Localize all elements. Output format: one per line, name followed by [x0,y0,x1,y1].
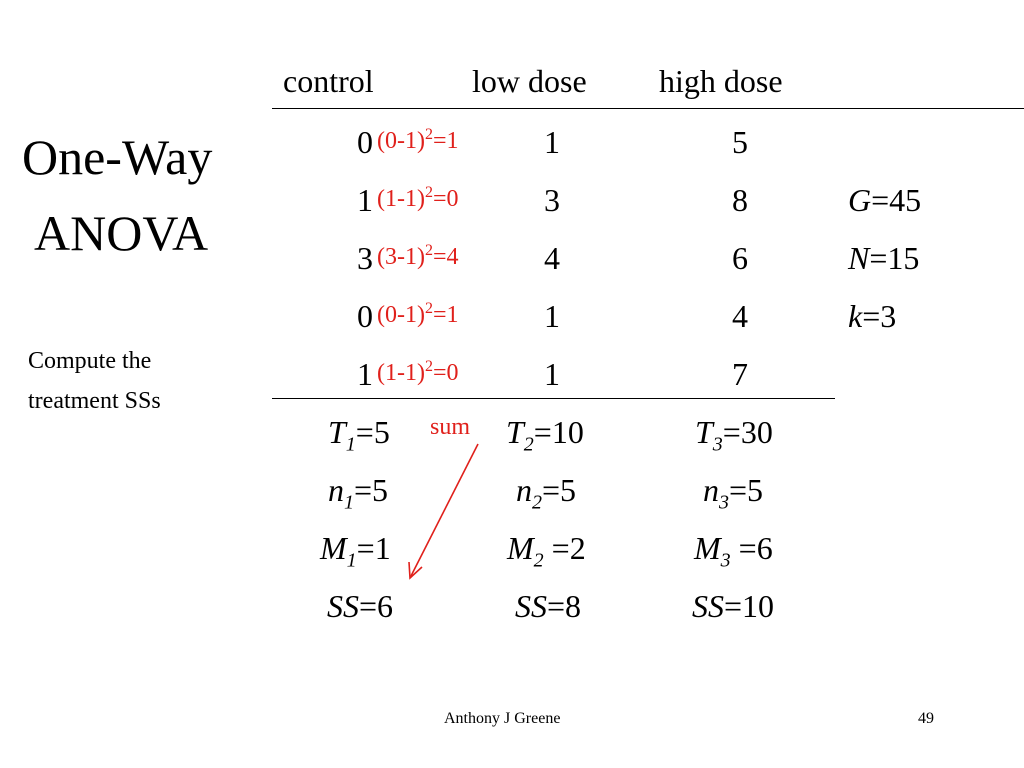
cell-high-dose: 6 [732,240,748,276]
column-header-control: control [283,63,374,99]
title-line-1: One-Way [22,129,213,185]
cell-high-dose: 4 [732,298,748,334]
deviation-annotation: $(3-1)^2=4$ [377,242,459,270]
sum-of-squares-1: SS=6 [327,588,394,624]
deviation-annotation: $(0-1)^2=1$ [377,300,459,328]
sample-size-2: $n_2=5$ [516,472,577,514]
footer-author: Anthony J Greene [444,710,561,727]
deviation-annotation: $(0-1)^2=1$ [377,126,459,154]
total-k: k=3 [848,298,897,334]
column-header-high-dose: high dose [659,63,783,99]
cell-high-dose: 5 [732,124,748,160]
treatment-total-3: $T_3=30$ [695,414,773,456]
cell-control: 1 [357,356,373,392]
title-line-2: ANOVA [34,205,209,261]
mean-2: $M_2 =2$ [507,530,586,572]
cell-low-dose: 1 [544,124,560,160]
instruction-line-2: treatment SSs [28,388,161,414]
total-G: G=45 [848,182,922,218]
treatment-total-2: $T_2=10$ [506,414,584,456]
total-N: N=15 [848,240,920,276]
cell-control: 3 [357,240,373,276]
column-header-low-dose: low dose [472,63,587,99]
footer-page-number: 49 [918,710,934,727]
sum-of-squares-3: SS=10 [692,588,775,624]
mean-3: $M_3 =6$ [694,530,773,572]
cell-control: 0 [357,124,373,160]
deviation-annotation: $(1-1)^2=0$ [377,358,459,386]
cell-high-dose: 7 [732,356,748,392]
instruction-line-1: Compute the [28,348,152,374]
treatment-total-1: $T_1=5$ [328,414,390,456]
sample-size-1: $n_1=5$ [328,472,389,514]
sum-annotation: sum [430,414,471,440]
deviation-annotation: $(1-1)^2=0$ [377,184,459,212]
cell-low-dose: 1 [544,356,560,392]
cell-high-dose: 8 [732,182,748,218]
mean-1: $M_1=1$ [320,530,391,572]
cell-control: 0 [357,298,373,334]
cell-low-dose: 4 [544,240,560,276]
cell-low-dose: 3 [544,182,560,218]
sample-size-3: $n_3=5$ [703,472,764,514]
cell-low-dose: 1 [544,298,560,334]
sum-of-squares-2: SS=8 [515,588,582,624]
cell-control: 1 [357,182,373,218]
